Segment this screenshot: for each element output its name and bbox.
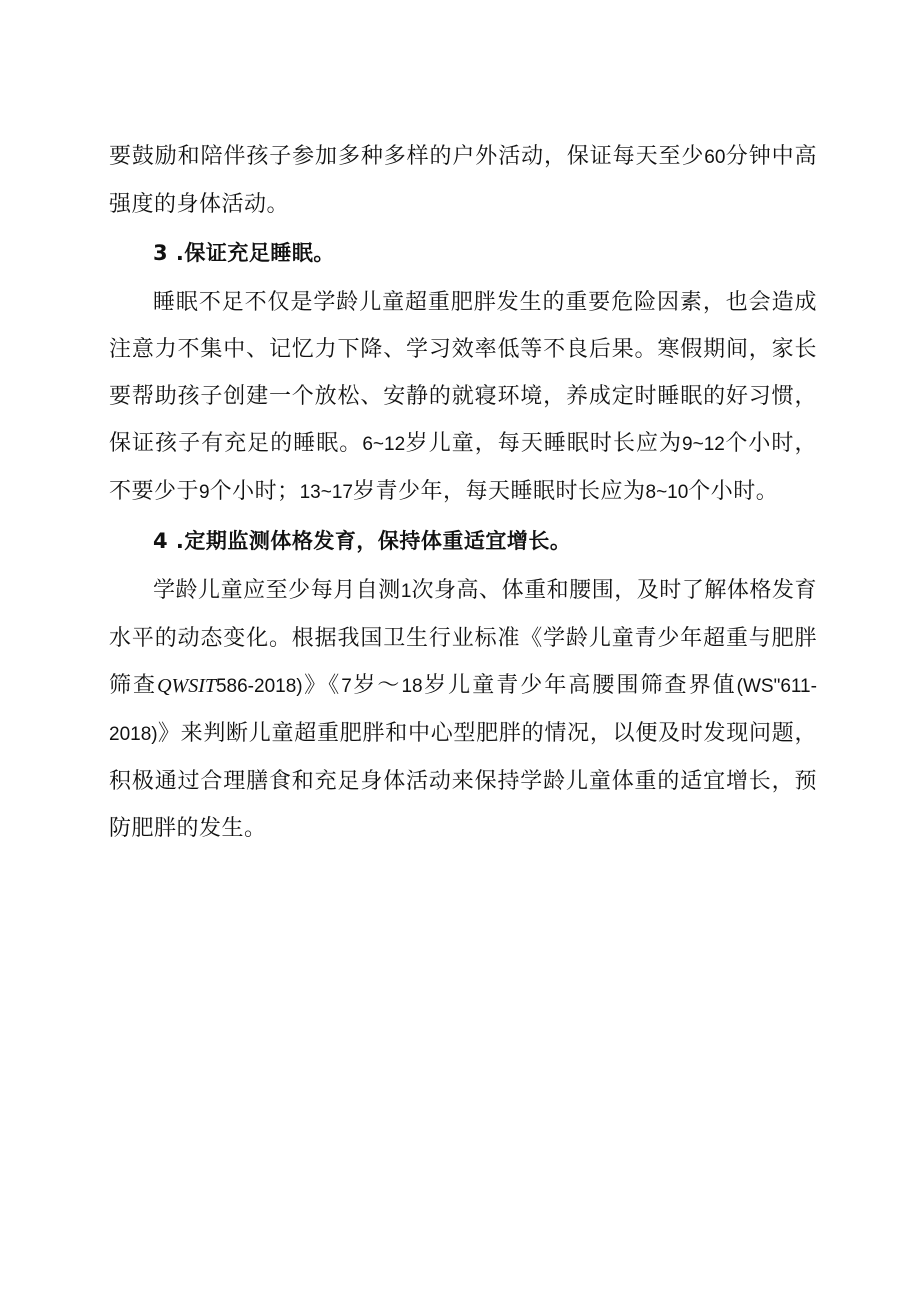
number-text: 18 (401, 676, 423, 697)
number-text: 13~17 (299, 482, 353, 503)
paragraph-text: 学龄儿童应至少每月自测 (153, 578, 401, 603)
paragraph-text: 岁儿童青少年高腰围筛查界值 (422, 673, 737, 698)
paragraph-text: 岁青少年，每天睡眠时长应为 (352, 479, 646, 504)
paragraph-text: 次身高、体重和腰围，及时了解体格发育水平的动态变化。根据我国卫生行业标准《学龄儿童青少年超重与肥胖筛查 (109, 578, 817, 698)
paragraph-text: 》《 (302, 673, 342, 698)
paragraph-sleep (109, 279, 817, 516)
document-body (109, 133, 817, 852)
number-text: 1 (400, 581, 412, 602)
number-text: 9~12 (682, 434, 725, 455)
section-heading-sleep: 3 .保证充足睡眠。 (153, 241, 335, 265)
paragraph-text: 分钟中高强度的身体活动。 (109, 144, 817, 217)
number-text: 7 (341, 676, 352, 697)
number-text: 586-2018) (215, 676, 303, 697)
standard-code: QWSIT (157, 675, 216, 697)
paragraph-text: 睡眠不足不仅是学龄儿童超重肥胖发生的重要危险因素，也会造成注意力不集中、记忆力下降、学习效率低等不良后果。寒假期间，家长要帮助孩子创建一个放松、安静的就寝环境，养成定时睡眠的好习惯，保证孩子有充足的睡眠。 (109, 290, 817, 456)
paragraph-text: 》来判断儿童超重肥胖和中心型肥胖的情况，以便及时发现问题，积极通过合理膳食和充足身体活动来保持学龄儿童体重的适宜增长，预防肥胖的发生。 (109, 721, 817, 841)
paragraph-text: 个小时； (209, 479, 300, 504)
paragraph-text: 要鼓励和陪伴孩子参加多种多样的户外活动，保证每天至少 (109, 144, 705, 169)
paragraph-text: 岁～ (351, 673, 402, 698)
number-text: (WS"611-2018) (109, 676, 817, 745)
paragraph-outdoor-activity (109, 133, 817, 228)
number-text: 60 (704, 147, 726, 168)
number-text: 6~12 (362, 434, 406, 455)
paragraph-text: 个小时。 (688, 479, 779, 504)
paragraph-text: 个小时，不要少于 (109, 431, 817, 504)
paragraph-text: 岁儿童，每天睡眠时长应为 (405, 431, 683, 456)
paragraph-monitoring (109, 567, 817, 852)
section-heading-monitoring: 4 .定期监测体格发育，保持体重适宜增长。 (153, 529, 572, 553)
number-text: 8~10 (645, 482, 689, 503)
number-text: 9 (199, 482, 210, 503)
